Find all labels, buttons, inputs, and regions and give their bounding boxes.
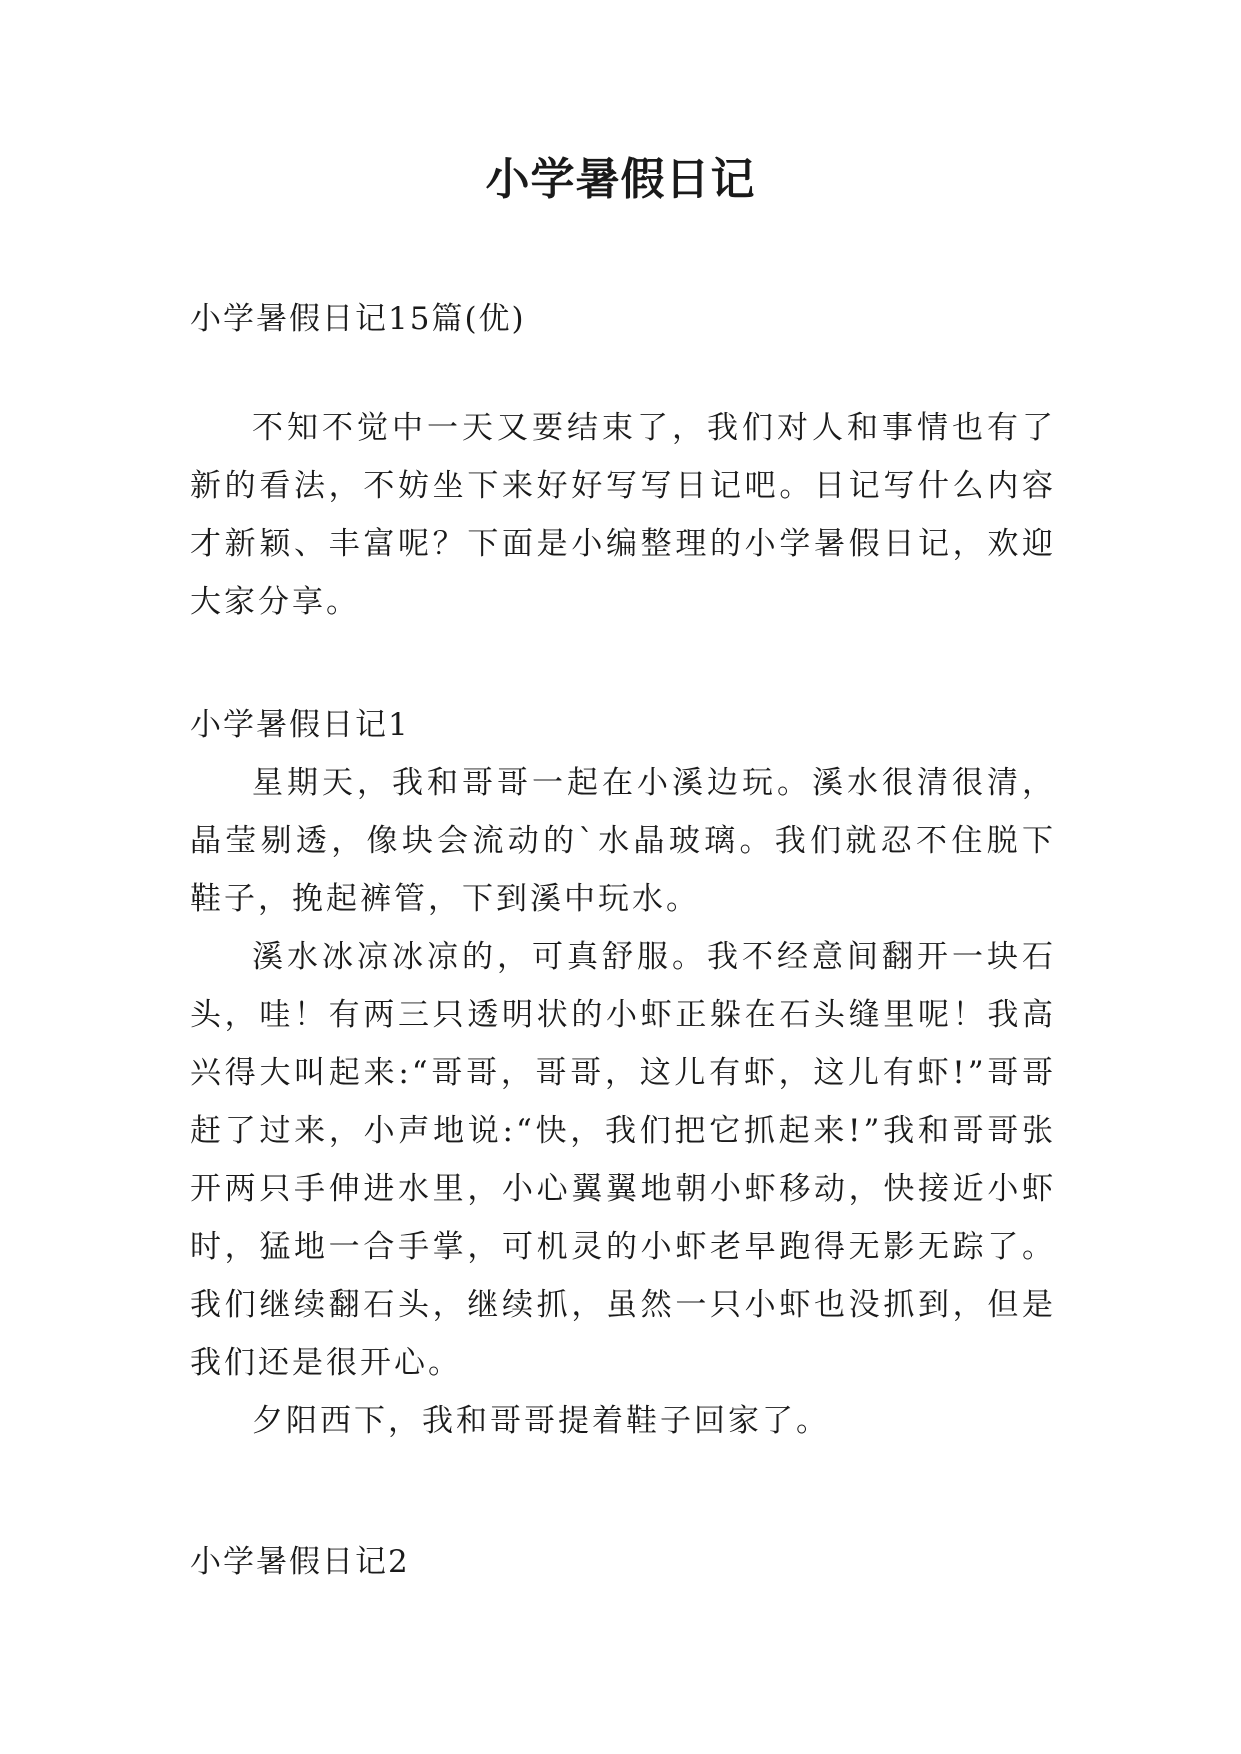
intro-section	[190, 399, 1056, 631]
entry-paragraph: 溪水冰凉冰凉的，可真舒服。我不经意间翻开一块石头，哇！有两三只透明状的小虾正躲在石头缝里呢！我高兴得大叫起来:“哥哥，哥哥，这儿有虾，这儿有虾!”哥哥赶了过来，小声地说:“快，我们把它抓起来!”我和哥哥张开两只手伸进水里，小心翼翼地朝小虾移动，快接近小虾时，猛地一合手掌，可机灵的小虾老早跑得无影无踪了。我们继续翻石头，继续抓，虽然一只小虾也没抓到，但是我们还是很开心。	[190, 939, 1056, 1381]
entry-paragraph: 星期天，我和哥哥一起在小溪边玩。溪水很清很清，晶莹剔透，像块会流动的`水晶玻璃。我们就忍不住脱下鞋子，挽起裤管，下到溪中玩水。	[190, 765, 1056, 917]
document-subtitle: 小学暑假日记15篇(优)	[190, 301, 526, 337]
document-title: 小学暑假日记	[485, 154, 756, 205]
intro-paragraph: 不知不觉中一天又要结束了，我们对人和事情也有了新的看法，不妨坐下来好好写写日记吧。日记写什么内容才新颖、丰富呢？下面是小编整理的小学暑假日记，欢迎大家分享。	[190, 410, 1056, 620]
entry-heading: 小学暑假日记2	[190, 1544, 410, 1580]
entry-body	[190, 754, 1056, 1450]
entry-heading: 小学暑假日记1	[190, 707, 410, 743]
entry-paragraph: 夕阳西下，我和哥哥提着鞋子回家了。	[252, 1403, 830, 1439]
